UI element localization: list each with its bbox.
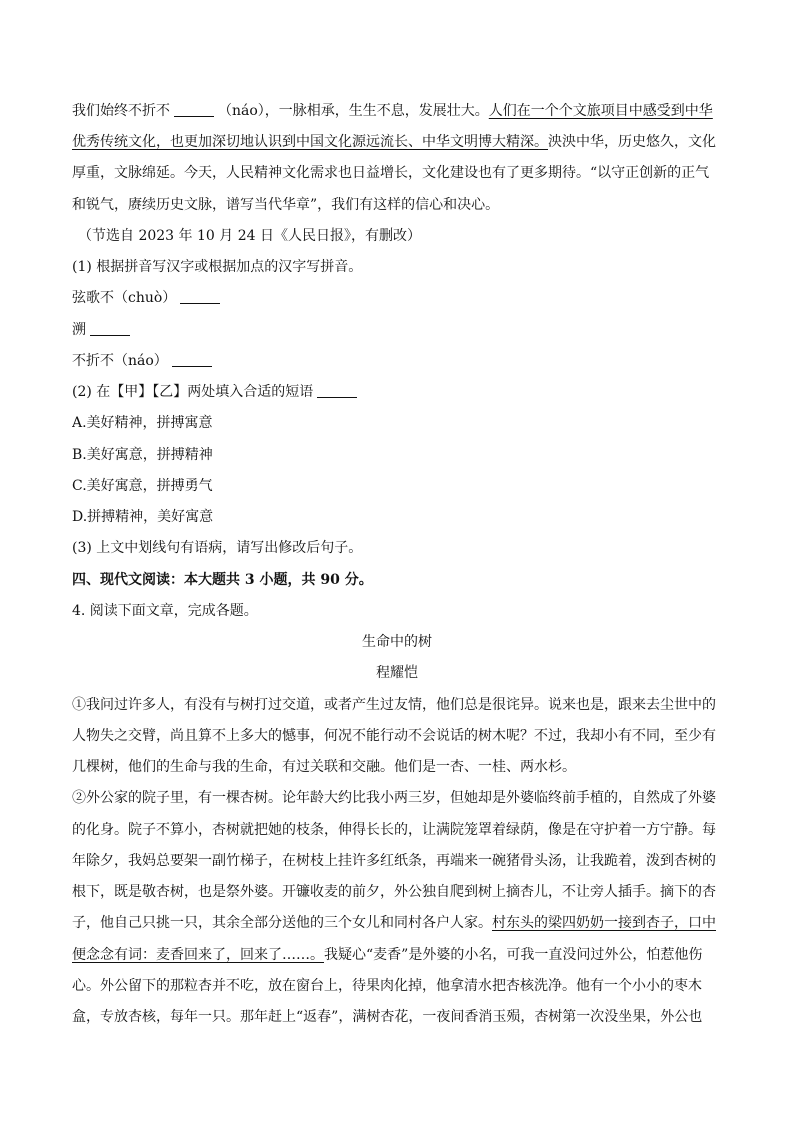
underlined-sentence: 优秀传统文化，也更加深切地认识到中国文化源远流长、中华文明博大精深。 xyxy=(72,134,548,150)
answer-blank[interactable] xyxy=(174,102,214,117)
underlined-sentence: 便念念有词：麦香回来了，回来了……。 xyxy=(72,947,324,963)
passage-line-4: 和锐气，赓续历史文脉，谱写当代华章”，我们有这样的信心和决心。 xyxy=(72,197,500,213)
article-author: 程耀恺 xyxy=(376,665,418,681)
option-a[interactable]: A.美好精神，拼搏寓意 xyxy=(72,415,213,431)
text-segment: 溯 xyxy=(72,322,86,338)
article-line: 根下，既是敬杏树，也是祭外婆。开镰收麦的前夕，外公独自爬到树上摘杏儿，不让旁人插手。摘下的杏 xyxy=(72,884,716,900)
option-b[interactable]: B.美好寓意，拼搏精神 xyxy=(72,447,213,463)
question-3-prompt: (3) 上文中划线句有语病，请写出修改后句子。 xyxy=(72,540,363,556)
article-line: 几棵树，他们的生命与我的生命，有过关联和交融。他们是一杏、一桂、两水杉。 xyxy=(72,759,576,775)
article-line: 盒，专放杏核，每年一只。那年赶上“返春”，满树杏花，一夜间香消玉殒，杏树第一次没坐果，外公也 xyxy=(72,1009,703,1025)
text-segment: 我疑心“麦香”是外婆的小名，可我一直没问过外公，怕惹他伤 xyxy=(324,947,703,963)
option-d[interactable]: D.拼搏精神，美好寓意 xyxy=(72,509,214,525)
question-2-prompt xyxy=(72,382,724,402)
article-title: 生命中的树 xyxy=(362,634,432,650)
article-line: ②外公家的院子里，有一棵杏树。论年龄大约比我小两三岁，但她却是外婆临终前手植的，自然成了外婆 xyxy=(72,790,716,806)
article-line: ①我问过许多人，有没有与树打过交道，或者产生过友情，他们总是很诧异。说来也是，跟来去尘世中的 xyxy=(72,697,716,713)
article-line xyxy=(72,945,724,965)
article-line: 年除夕，我妈总要架一副竹梯子，在树枝上挂许多红纸条，再端来一碗猪骨头汤，让我跪着，泼到杏树的 xyxy=(72,853,716,869)
answer-blank[interactable] xyxy=(90,321,130,336)
answer-blank[interactable] xyxy=(317,383,357,398)
text-segment: 不折不（náo） xyxy=(72,353,168,369)
underlined-sentence: 村东头的梁四奶奶一接到杏子，口中 xyxy=(492,915,716,931)
text-segment: 弦歌不（chuò） xyxy=(72,290,177,306)
question-1-item-2 xyxy=(72,320,724,340)
passage-line-3: 厚重，文脉绵延。今天，人民精神文化需求也日益增长，文化建设也有了更多期待。“以守正创新的正气 xyxy=(72,165,710,181)
text-segment: 子，他自己只挑一只，其余全部分送他的三个女儿和同村各户人家。 xyxy=(72,915,492,931)
question-1-item-3 xyxy=(72,351,724,371)
section-heading: 四、现代文阅读：本大题共 3 小题，共 90 分。 xyxy=(72,572,373,588)
text-segment: 泱泱中华，历史悠久，文化 xyxy=(548,134,716,150)
passage-line-2 xyxy=(72,132,724,152)
answer-blank[interactable] xyxy=(172,352,212,367)
article-line xyxy=(72,913,724,933)
passage-line-1 xyxy=(72,101,724,121)
article-line: 人物失之交臂，尚且算不上多大的憾事，何况不能行动不会说话的树木呢？不过，我却小有不同，至少有 xyxy=(72,728,716,744)
underlined-sentence: 人们在一个个文旅项目中感受到中华 xyxy=(488,103,713,119)
source-note: （节选自 2023 年 10 月 24 日《人民日报》，有删改） xyxy=(78,228,421,244)
text-segment: （náo），一脉相承，生生不息，发展壮大。 xyxy=(218,103,489,119)
text-segment: 我们始终不折不 xyxy=(72,103,170,119)
section-instruction: 4. 阅读下面文章，完成各题。 xyxy=(72,603,258,619)
question-1-prompt: (1) 根据拼音写汉字或根据加点的汉字写拼音。 xyxy=(72,259,363,275)
article-line: 心。外公留下的那粒杏并不吃，放在窗台上，待果肉化掉，他拿清水把杏核洗净。他有一个小小的枣木 xyxy=(72,978,702,994)
option-c[interactable]: C.美好寓意，拼搏勇气 xyxy=(72,478,213,494)
answer-blank[interactable] xyxy=(180,289,220,304)
article-line: 的化身。院子不算小，杏树就把她的枝条，伸得长长的，让满院笼罩着绿荫，像是在守护着一方宁静。每 xyxy=(72,822,716,838)
question-1-item-1 xyxy=(72,288,724,308)
text-segment: (2) 在【甲】【乙】两处填入合适的短语 xyxy=(72,384,314,400)
